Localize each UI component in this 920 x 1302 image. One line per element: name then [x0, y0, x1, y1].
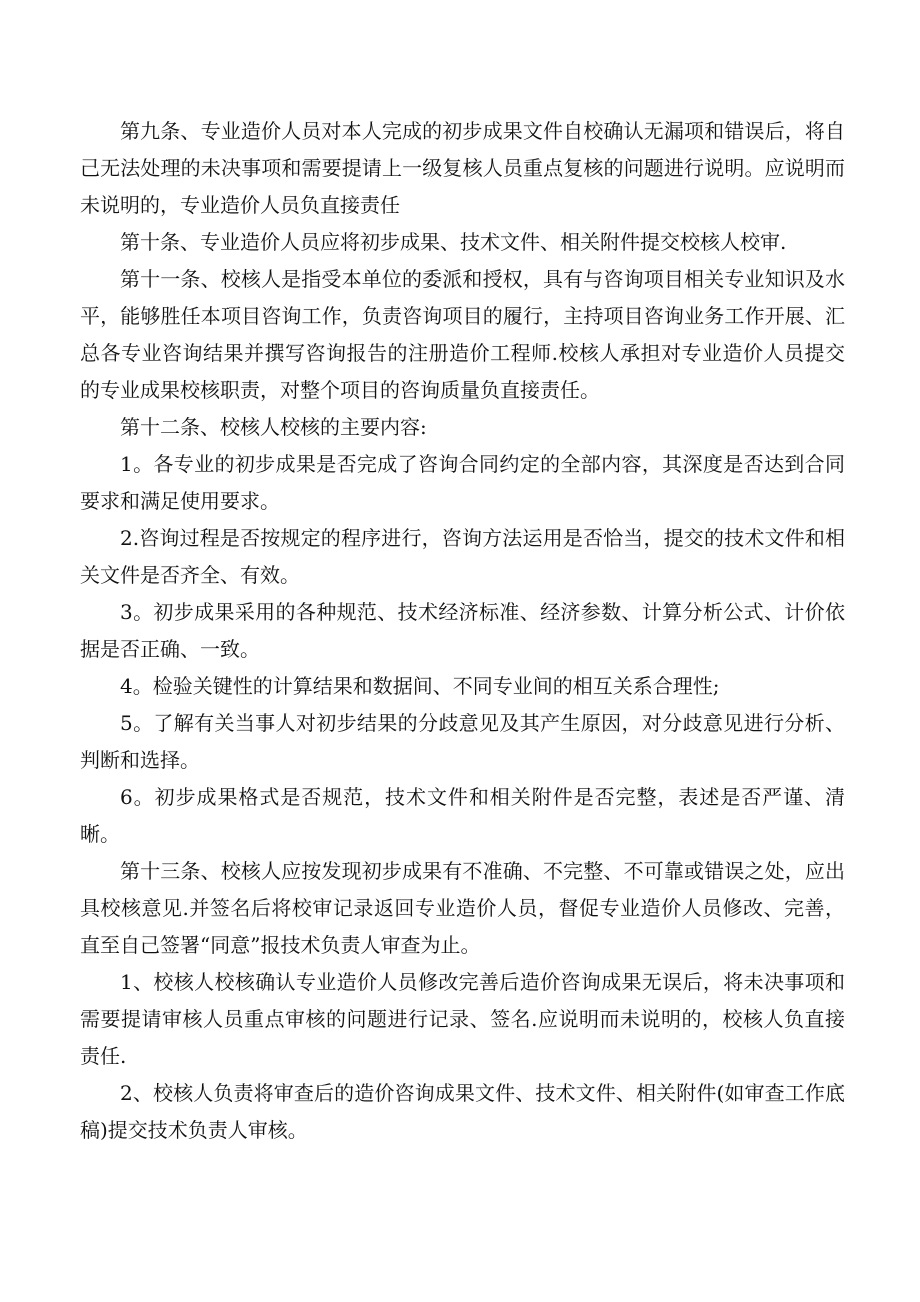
article-12-item-5: 5。了解有关当事人对初步结果的分歧意见及其产生原因，对分歧意见进行分析、判断和选择。	[80, 711, 845, 772]
article-9-paragraph: 第九条、专业造价人员对本人完成的初步成果文件自校确认无漏项和错误后，将自己无法处理的未决事项和需要提请上一级复核人员重点复核的问题进行说明。应说明而未说明的，专业造价人员负直接责任	[80, 119, 845, 217]
article-11-paragraph: 第十一条、校核人是指受本单位的委派和授权，具有与咨询项目相关专业知识及水平，能够胜任本项目咨询工作，负责咨询项目的履行，主持项目咨询业务工作开展、汇总各专业咨询结果并撰写咨询报告的注册造价工程师.校核人承担对专业造价人员提交的专业成果校核职责，对整个项目的咨询质量负直接责任。	[80, 267, 845, 402]
article-12-item-6: 6。初步成果格式是否规范，技术文件和相关附件是否完整，表述是否严谨、清晰。	[80, 785, 845, 846]
document-page	[80, 113, 845, 1149]
article-13-item-1: 1、校核人校核确认专业造价人员修改完善后造价咨询成果无误后，将未决事项和需要提请审核人员重点审核的问题进行记录、签名.应说明而未说明的，校核人负直接责任.	[80, 970, 845, 1068]
article-13-item-2: 2、校核人负责将审查后的造价咨询成果文件、技术文件、相关附件(如审查工作底稿)提交技术负责人审核。	[80, 1081, 845, 1142]
article-12-item-2: 2.咨询过程是否按规定的程序进行，咨询方法运用是否恰当，提交的技术文件和相关文件是否齐全、有效。	[80, 526, 845, 587]
article-12-item-1: 1。各专业的初步成果是否完成了咨询合同约定的全部内容，其深度是否达到合同要求和满足使用要求。	[80, 452, 845, 513]
article-12-item-4: 4。检验关键性的计算结果和数据间、不同专业间的相互关系合理性;	[120, 674, 720, 698]
article-13-paragraph: 第十三条、校核人应按发现初步成果有不准确、不完整、不可靠或错误之处，应出具校核意见.并签名后将校审记录返回专业造价人员，督促专业造价人员修改、完善，直至自己签署“同意”报技术负责人审查为止。	[80, 859, 845, 957]
article-12-heading: 第十二条、校核人校核的主要内容:	[120, 415, 427, 439]
article-10-paragraph: 第十条、专业造价人员应将初步成果、技术文件、相关附件提交校核人校审.	[120, 230, 787, 254]
article-12-item-3: 3。初步成果采用的各种规范、技术经济标准、经济参数、计算分析公式、计价依据是否正确、一致。	[80, 600, 845, 661]
